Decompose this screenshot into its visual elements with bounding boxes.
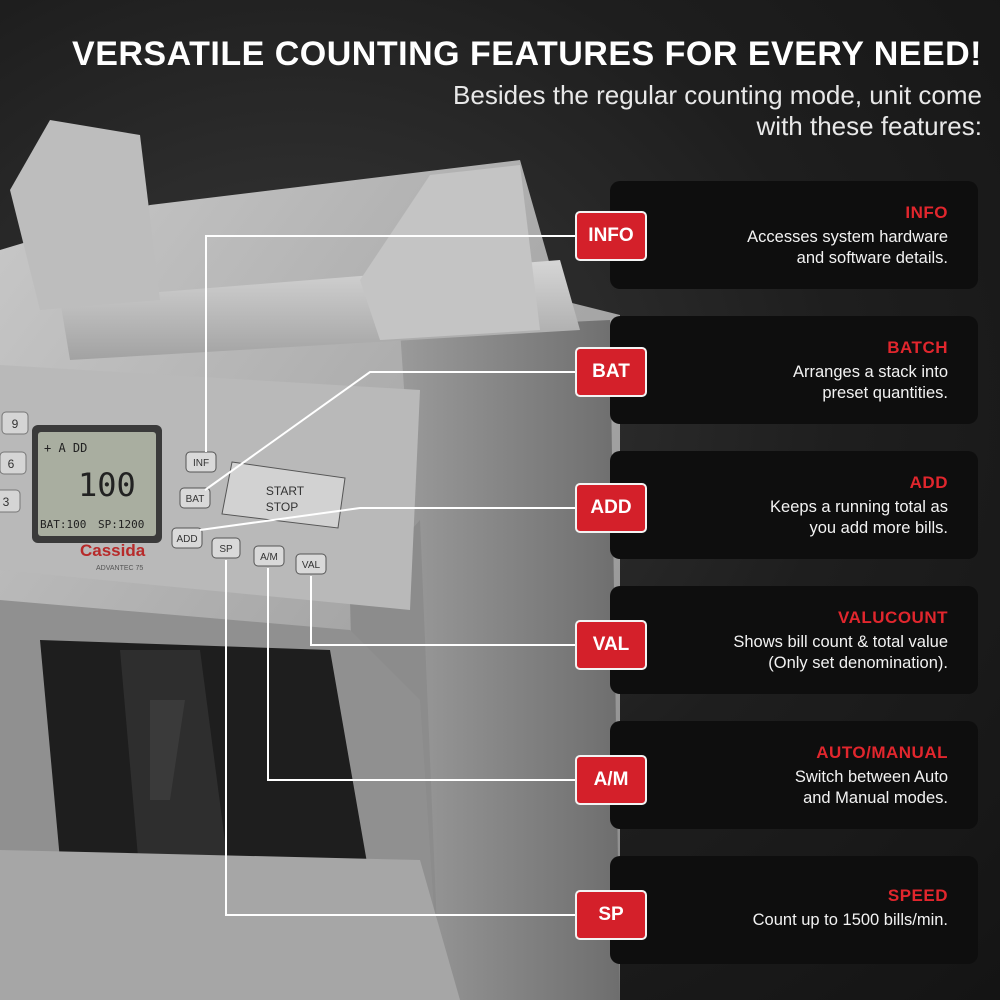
feature-title: AUTO/MANUAL xyxy=(816,743,948,762)
model-name: ADVANTEC 75 xyxy=(96,565,144,572)
feature-description xyxy=(630,362,948,404)
key-9: 9 xyxy=(11,417,19,431)
machine-add-button: ADD xyxy=(176,534,198,545)
lcd-speed: SP:1200 xyxy=(98,518,145,531)
money-counter-illustration xyxy=(0,120,620,1000)
feature-title: SPEED xyxy=(887,886,948,905)
subtitle-line-2: with these features: xyxy=(756,111,982,141)
front-lip xyxy=(0,850,460,1000)
key-6: 6 xyxy=(7,457,15,471)
feature-panel-info xyxy=(610,181,978,289)
feature-desc-line: and Manual modes. xyxy=(803,789,948,807)
feature-panel-add xyxy=(610,451,978,559)
machine-sp-button: SP xyxy=(219,544,233,555)
feature-desc-line: Accesses system hardware xyxy=(747,228,948,246)
machine-inf-button: INF xyxy=(192,458,210,469)
feature-desc-line: Count up to 1500 bills/min. xyxy=(752,911,948,929)
feature-desc-line: and software details. xyxy=(796,249,948,267)
feature-description xyxy=(630,632,948,674)
feature-desc-line: Shows bill count & total value xyxy=(733,633,948,651)
page-title: VERSATILE COUNTING FEATURES FOR EVERY NEED! xyxy=(72,35,982,73)
feature-desc-line: Switch between Auto xyxy=(794,768,948,786)
feature-panel-valucount xyxy=(610,586,978,694)
feature-desc-line: (Only set denomination). xyxy=(768,654,948,672)
feature-desc-line: Keeps a running total as xyxy=(770,498,948,516)
machine-val-button: VAL xyxy=(301,560,321,571)
feature-panel-batch xyxy=(610,316,978,424)
feature-description xyxy=(630,497,948,539)
lcd-top-icons: + A DD xyxy=(44,441,88,455)
stop-label: STOP xyxy=(265,500,299,514)
machine-am-button: A/M xyxy=(260,552,278,563)
badge-bat: BAT xyxy=(575,347,647,397)
feature-panel-speed xyxy=(610,856,978,964)
badge-am: A/M xyxy=(575,755,647,805)
feature-desc-line: preset quantities. xyxy=(822,384,948,402)
feature-title: VALUCOUNT xyxy=(838,608,948,627)
brand-name: Cassida xyxy=(80,541,146,560)
badge-add: ADD xyxy=(575,483,647,533)
lcd-count: 100 xyxy=(78,466,136,504)
feature-description xyxy=(630,767,948,809)
badge-info: INFO xyxy=(575,211,647,261)
key-3: 3 xyxy=(2,495,10,509)
badge-sp: SP xyxy=(575,890,647,940)
feature-title: ADD xyxy=(909,473,948,492)
feature-desc-line: Arranges a stack into xyxy=(793,363,948,381)
lcd-batch: BAT:100 xyxy=(40,518,87,531)
feature-title: BATCH xyxy=(887,338,948,357)
feature-desc-line: you add more bills. xyxy=(809,519,948,537)
feature-description xyxy=(630,227,948,269)
feature-panel-auto-manual xyxy=(610,721,978,829)
feature-description xyxy=(630,910,948,931)
subtitle-line-1: Besides the regular counting mode, unit come xyxy=(453,80,982,110)
machine-bat-button: BAT xyxy=(185,494,205,505)
badge-val: VAL xyxy=(575,620,647,670)
start-label: START xyxy=(265,484,305,498)
feature-title: INFO xyxy=(905,203,948,222)
